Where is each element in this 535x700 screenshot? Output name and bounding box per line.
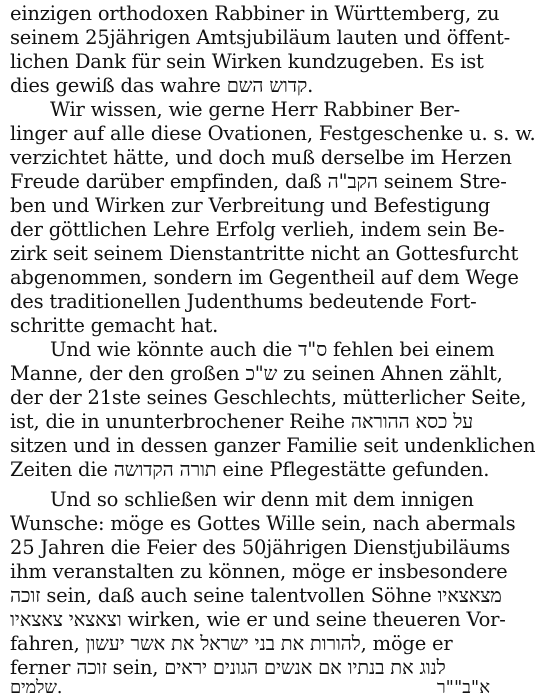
closing-word: שלמים.	[10, 677, 63, 698]
text-line: ben und Wirken zur Verbreitung und Befestigung	[10, 194, 491, 217]
text-line: verzichtet hätte, und doch muß derselbe im Herzen	[10, 146, 512, 169]
text-line: fahren, להורות את בני ישראל את אשר יעשון, möge er	[10, 632, 453, 655]
paragraph-first-line: Und wie könnte auch die ס"ד fehlen bei einem	[50, 338, 495, 361]
text-line: Wunsche: möge es Gottes Wille sein, nach abermals	[10, 512, 516, 535]
text-line: 25 Jahren die Feier des 50jährigen Dienstjubiläums	[10, 536, 511, 559]
text-line: schritte gemacht hat.	[10, 314, 219, 337]
text-line: seinem 25jährigen Amtsjubiläum lauten und öffent-	[10, 26, 511, 49]
text-line: Manne, der den großen ש"כ zu seinen Ahnen zählt,	[10, 362, 503, 385]
text-line: einzigen orthodoxen Rabbiner in Württemberg, zu	[10, 2, 500, 25]
text-line: lichen Dank für sein Wirken kundzugeben. Es ist	[10, 50, 484, 73]
text-line: der göttlichen Lehre Erfolg verlieh, indem sein Be-	[10, 218, 505, 241]
text-line: וצאצאי צאצאיו wirken, wie er und seine theueren Vor-	[10, 608, 506, 631]
text-line: ferner זוכה sein, לנוג את בנתיו אם אנשים הגונים יראים	[10, 656, 446, 679]
text-line: dies gewiß das wahre קדוש השם.	[10, 74, 314, 97]
text-line: der der 21ste seines Geschlechts, mütterlicher Seite,	[10, 386, 527, 409]
text-line: sitzen und in dessen ganzer Familie seit undenklichen	[10, 434, 535, 457]
paragraph-first-line: Und so schließen wir denn mit dem innigen	[50, 488, 474, 511]
text-line: זוכה sein, daß auch seine talentvollen Söhne מצאצאיו	[10, 584, 502, 607]
text-line: ist, die in ununterbrochener Reihe על כסא ההוראה	[10, 410, 474, 433]
signature: א"ב""ר	[436, 677, 490, 698]
text-line: linger auf alle diese Ovationen, Festgeschenke u. s. w.	[10, 122, 535, 145]
paragraph-first-line: Wir wissen, wie gerne Herr Rabbiner Ber-	[50, 98, 460, 121]
text-line: Zeiten die תורה הקדושה eine Pflegestätte gefunden.	[10, 458, 490, 481]
text-line: Freude darüber empfinden, daß הקב"ה seinem Stre-	[10, 170, 507, 193]
text-line: zirk seit seinem Dienstantritte nicht an Gottesfurcht	[10, 242, 519, 265]
text-line: ihm veranstalten zu können, möge er insbesondere	[10, 560, 508, 583]
text-line: abgenommen, sondern im Gegentheil auf dem Wege	[10, 266, 519, 289]
text-line: des traditionellen Judenthums bedeutende Fort-	[10, 290, 477, 313]
